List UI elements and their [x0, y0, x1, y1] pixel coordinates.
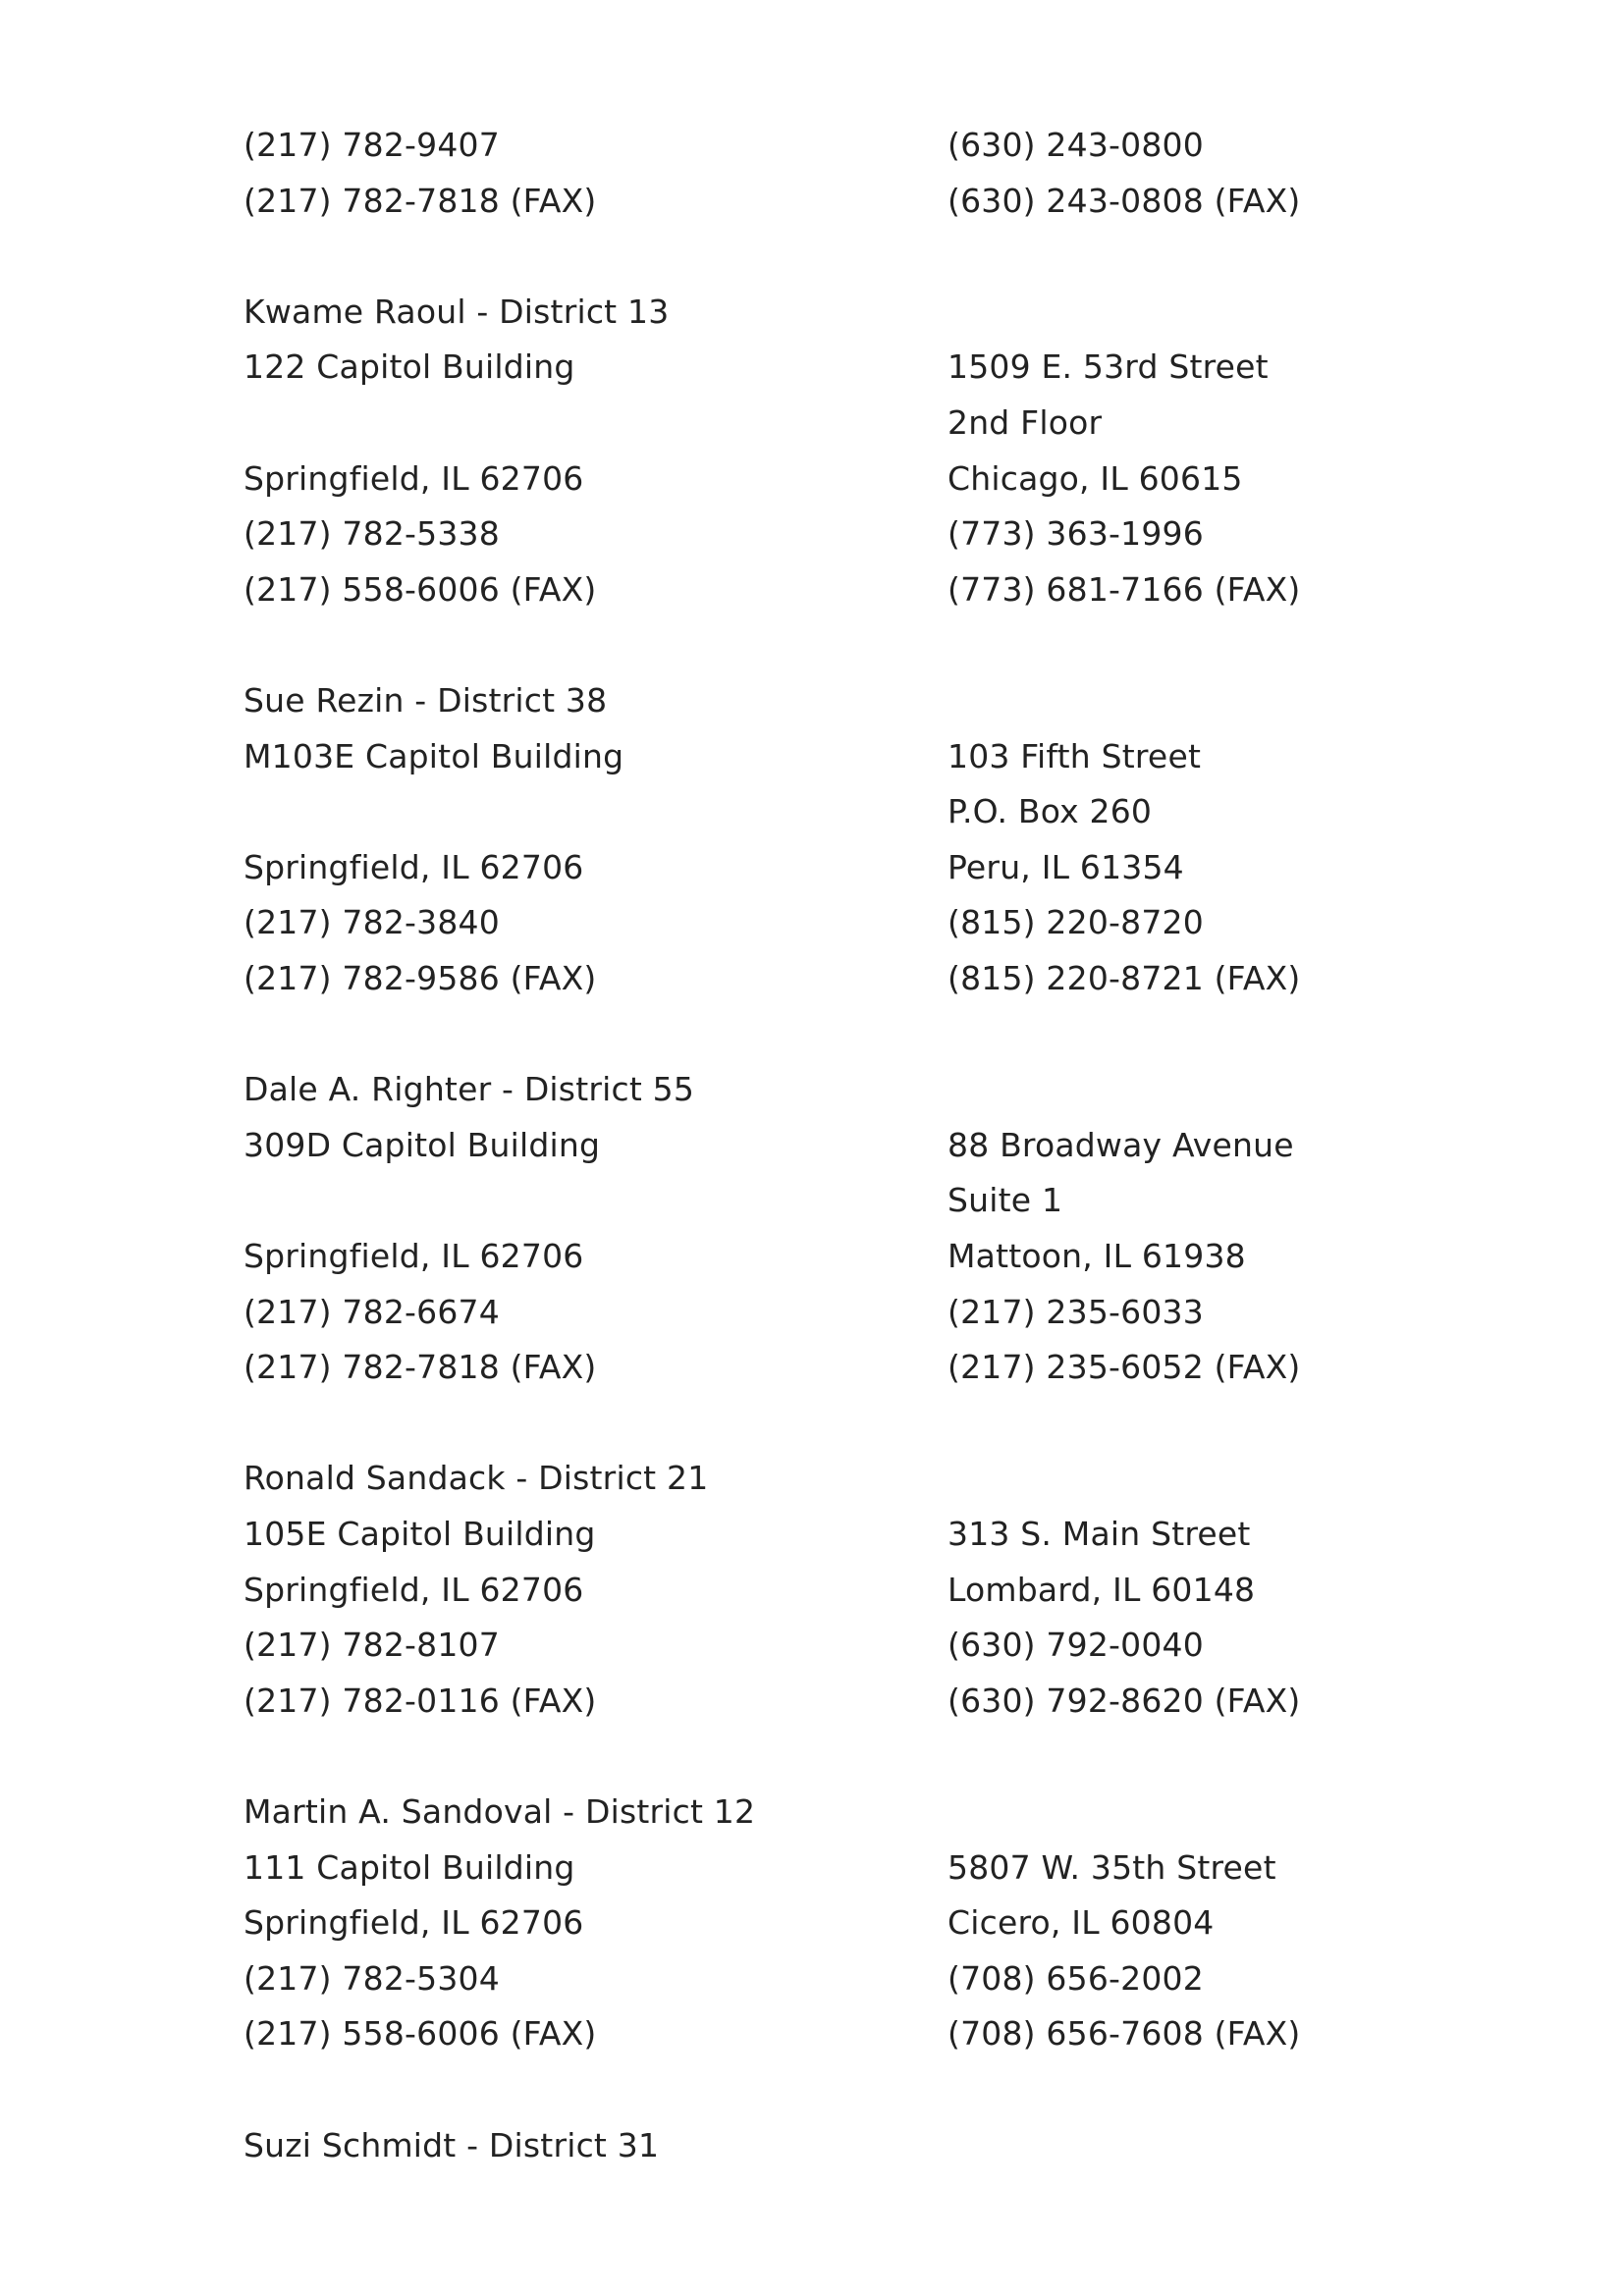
text-line — [0, 729, 1624, 784]
left-column-text: (217) 782-7818 (FAX) — [244, 181, 597, 220]
text-line — [0, 895, 1624, 950]
right-column-text: Chicago, IL 60615 — [947, 458, 1243, 498]
right-column-text: (708) 656-7608 (FAX) — [947, 2014, 1301, 2054]
text-line — [0, 340, 1624, 395]
right-column-text: 103 Fifth Street — [947, 736, 1202, 775]
left-column-text: Dale A. Righter - District 55 — [244, 1070, 695, 1109]
text-line — [0, 1618, 1624, 1673]
left-column-text: (217) 782-0116 (FAX) — [244, 1681, 597, 1720]
left-column-text: (217) 558-6006 (FAX) — [244, 2014, 597, 2054]
right-column-text: Mattoon, IL 61938 — [947, 1237, 1246, 1275]
text-line — [0, 1007, 1624, 1062]
text-line — [0, 2006, 1624, 2061]
left-column-text: 309D Capitol Building — [244, 1125, 601, 1164]
text-line — [0, 1841, 1624, 1896]
left-column-text: (217) 782-3840 — [244, 903, 500, 942]
text-line — [0, 1451, 1624, 1506]
right-column-text: (708) 656-2002 — [947, 1958, 1204, 1998]
right-column-text: (773) 681-7166 (FAX) — [947, 569, 1301, 609]
text-line — [0, 1674, 1624, 1729]
text-line — [0, 174, 1624, 229]
left-column-text: (217) 782-5304 — [244, 1958, 500, 1998]
right-column-text: Suite 1 — [947, 1181, 1063, 1220]
left-column-text: Springfield, IL 62706 — [244, 847, 584, 886]
right-column-text: (630) 792-0040 — [947, 1626, 1204, 1665]
text-line — [0, 562, 1624, 617]
text-line — [0, 1340, 1624, 1395]
left-column-text: (217) 782-9407 — [244, 126, 500, 164]
left-column-text: Ronald Sandack - District 21 — [244, 1459, 709, 1498]
right-column-text: (815) 220-8721 (FAX) — [947, 959, 1301, 997]
text-line — [0, 1396, 1624, 1451]
left-column-text: Springfield, IL 62706 — [244, 1570, 584, 1609]
left-column-text: Springfield, IL 62706 — [244, 1903, 584, 1943]
left-column-text: (217) 558-6006 (FAX) — [244, 569, 597, 609]
text-line — [0, 1785, 1624, 1840]
right-column-text: Cicero, IL 60804 — [947, 1903, 1215, 1943]
text-line — [0, 673, 1624, 728]
text-line — [0, 617, 1624, 672]
text-line — [0, 951, 1624, 1006]
left-column-text: (217) 782-5338 — [244, 514, 500, 554]
text-line — [0, 1062, 1624, 1117]
text-line — [0, 1507, 1624, 1562]
text-line — [0, 2062, 1624, 2117]
left-column-text: (217) 782-7818 (FAX) — [244, 1348, 597, 1387]
right-column-text: (217) 235-6052 (FAX) — [947, 1348, 1301, 1387]
text-line — [0, 1173, 1624, 1228]
text-line — [0, 118, 1624, 173]
right-column-text: (815) 220-8720 — [947, 903, 1204, 942]
right-column-text: Peru, IL 61354 — [947, 847, 1184, 886]
left-column-text: (217) 782-9586 (FAX) — [244, 959, 597, 997]
left-column-text: Springfield, IL 62706 — [244, 1237, 584, 1275]
left-column-text: M103E Capitol Building — [244, 736, 624, 775]
left-column-text: (217) 782-8107 — [244, 1626, 500, 1665]
text-line — [0, 1285, 1624, 1340]
text-line — [0, 1729, 1624, 1784]
right-column-text: 313 S. Main Street — [947, 1515, 1251, 1553]
text-line — [0, 396, 1624, 451]
right-column-text: 2nd Floor — [947, 403, 1103, 442]
text-line — [0, 840, 1624, 895]
text-line — [0, 1896, 1624, 1950]
text-line — [0, 1118, 1624, 1173]
text-line — [0, 452, 1624, 507]
right-column-text: 88 Broadway Avenue — [947, 1125, 1294, 1164]
right-column-text: (630) 243-0800 — [947, 126, 1204, 164]
left-column-text: 111 Capitol Building — [244, 1847, 575, 1887]
right-column-text: 5807 W. 35th Street — [947, 1847, 1276, 1887]
right-column-text: P.O. Box 260 — [947, 792, 1153, 831]
text-line — [0, 507, 1624, 561]
right-column-text: (630) 243-0808 (FAX) — [947, 181, 1301, 220]
left-column-text: (217) 782-6674 — [244, 1292, 500, 1331]
text-line — [0, 229, 1624, 284]
left-column-text: Martin A. Sandoval - District 12 — [244, 1792, 756, 1831]
right-column-text: (217) 235-6033 — [947, 1292, 1204, 1331]
left-column-text: Kwame Raoul - District 13 — [244, 292, 670, 331]
text-line — [0, 1951, 1624, 2006]
right-column-text: Lombard, IL 60148 — [947, 1570, 1256, 1609]
text-line — [0, 285, 1624, 340]
right-column-text: (773) 363-1996 — [947, 514, 1204, 554]
text-line — [0, 784, 1624, 839]
text-line — [0, 1229, 1624, 1284]
left-column-text: Springfield, IL 62706 — [244, 458, 584, 498]
left-column-text: 122 Capitol Building — [244, 347, 575, 387]
left-column-text: Sue Rezin - District 38 — [244, 681, 608, 720]
text-line — [0, 1563, 1624, 1618]
left-column-text: 105E Capitol Building — [244, 1515, 596, 1553]
text-line — [0, 2118, 1624, 2173]
right-column-text: 1509 E. 53rd Street — [947, 347, 1269, 387]
right-column-text: (630) 792-8620 (FAX) — [947, 1681, 1301, 1720]
left-column-text: Suzi Schmidt - District 31 — [244, 2125, 660, 2164]
